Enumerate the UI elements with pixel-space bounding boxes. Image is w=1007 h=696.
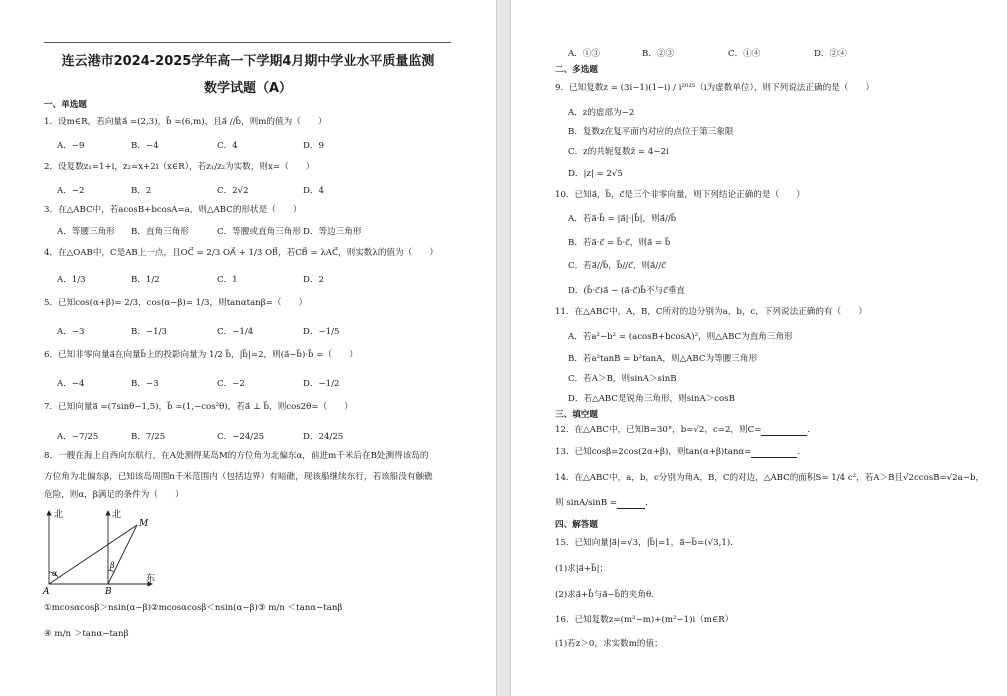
q10-option-a: A．若a⃗·b⃗ = |a⃗|·|b⃗|，则a⃗//b⃗ — [568, 214, 677, 224]
q4-option-d: D．2 — [303, 275, 324, 285]
q11-option-b: B．若a²tanB = b²tanA，则△ABC为等腰三角形 — [568, 354, 758, 364]
q8-option-c: C．①④ — [728, 49, 761, 59]
section-solutions: 四、解答题 — [555, 520, 598, 530]
question-9-stem: 9．已知复数z = (3i−1)(1−i) / i²⁰²⁵（i为虚数单位），则下列说法正确的是（ ） — [555, 83, 875, 93]
q10-option-c: C．若a⃗//b⃗，b⃗//c⃗，则a⃗//c⃗ — [568, 261, 666, 271]
question-8-line-3: 危险，则α，β满足的条件为（ ） — [44, 490, 184, 500]
header-rule — [44, 42, 451, 43]
question-13: 13．已知cosβ=2cos(2α+β)，则tan(α+β)tanα= . — [555, 447, 801, 457]
q11-option-a: A．若a²−b² = (acosB+bcosA)²，则△ABC为直角三角形 — [568, 332, 793, 342]
q5-option-d: D．−1/5 — [303, 327, 340, 337]
question-8-line-2: 方位角为北偏东β，已知该岛周围n千米范围内（包括边界）有暗礁，现该船继续东行，若该船没有触礁 — [44, 472, 433, 482]
section-fill-in: 三、填空题 — [555, 410, 598, 420]
page-gutter — [496, 0, 511, 696]
label-north-a: 北 — [54, 510, 64, 520]
label-point-m: M — [139, 519, 149, 529]
exam-page-right — [511, 0, 1007, 696]
q8-navigation-diagram — [40, 504, 170, 598]
q7-option-b: B．7/25 — [131, 432, 166, 442]
q14-answer-blank[interactable] — [617, 499, 645, 509]
q13-text: 13．已知cosβ=2cos(2α+β)，则tan(α+β)tanα= — [555, 447, 752, 457]
question-4-stem: 4．在△OAB中，C是AB上一点，且OC⃗ = 2/3 OA⃗ + 1/3 OB⃗，若CB⃗ = λAC⃗，则实数λ的值为（ ） — [44, 248, 438, 258]
q2-option-d: D．4 — [303, 186, 324, 196]
q7-option-a: A．−7/25 — [57, 432, 99, 442]
q4-option-b: B．1/2 — [131, 275, 160, 285]
q12-text: 12．在△ABC中，已知B=30°，b=√2，c=2，则C= — [555, 425, 762, 435]
label-alpha: α — [52, 569, 58, 578]
exam-subtitle: 数学试题（A） — [203, 81, 293, 96]
q10-option-b: B．若a⃗·c⃗ = b⃗·c⃗，则a⃗ = b⃗ — [568, 238, 671, 248]
q4-option-c: C．1 — [217, 275, 238, 285]
question-15-part-1: (1)求|a⃗+b⃗|； — [555, 564, 609, 574]
q6-option-c: C．−2 — [217, 379, 245, 389]
section-multiple-choice: 二、多选题 — [555, 65, 598, 75]
q8-option-d: D．②④ — [814, 49, 847, 59]
q8-option-b: B．②③ — [642, 49, 675, 59]
q4-option-a: A．1/3 — [57, 275, 86, 285]
q3-option-a: A．等腰三角形 — [57, 227, 115, 237]
q3-option-c: C．等腰或直角三角形 — [217, 227, 301, 237]
question-12: 12．在△ABC中，已知B=30°，b=√2，c=2，则C= . — [555, 425, 811, 435]
exam-page-left — [0, 0, 496, 696]
q5-option-b: B．−1/3 — [131, 327, 167, 337]
q8-choices-line-2: ④ m/n ＞tanα−tanβ — [44, 629, 129, 639]
question-16-stem: 16．已知复数z=(m²−m)+(m²−1)i（m∈R） — [555, 615, 734, 625]
q9-option-a: A．z的虚部为−2 — [568, 108, 635, 118]
question-14-line-2: 则 sinA/sinB = . — [555, 498, 648, 508]
q1-option-c: C．4 — [217, 141, 238, 151]
question-11-stem: 11．在△ABC中，A，B，C所对的边分别为a，b，c，下列说法正确的有（ ） — [555, 307, 867, 317]
question-7-stem: 7．已知向量a⃗ =(7sinθ−1,5)，b⃗ =(1,−cos²θ)，若a⃗ ⊥ b⃗，则cos2θ=（ ） — [44, 402, 353, 412]
q3-option-d: D．等边三角形 — [303, 227, 362, 237]
q9-option-d: D．|z| = 2√5 — [568, 169, 623, 179]
q2-option-c: C．2√2 — [217, 186, 249, 196]
q9-option-b: B．复数z在复平面内对应的点位于第三象限 — [568, 127, 734, 137]
q1-option-a: A．−9 — [57, 141, 85, 151]
q10-option-d: D．(b⃗·c⃗)a⃗ − (a⃗·c⃗)b⃗不与c⃗垂直 — [568, 286, 686, 296]
q7-option-d: D．24/25 — [303, 432, 344, 442]
q5-option-a: A．−3 — [57, 327, 85, 337]
question-1-stem: 1．设m∈R，若向量a⃗ =(2,3)，b⃗ =(6,m)，且a⃗ //b⃗，则m的值为（ ） — [44, 117, 327, 127]
question-8-line-1: 8．一艘在海上自西向东航行，在A处测得某岛M的方位角为北偏东α，前进m千米后在B处测得该岛的 — [44, 451, 429, 461]
q8-option-a: A．①③ — [568, 49, 600, 59]
question-2-stem: 2．设复数z₁=1+i，z₂=x+2i（x∈R），若z₁/z₂为实数，则x=（ ） — [44, 162, 315, 172]
q1-option-b: B．−4 — [131, 141, 159, 151]
q14-text: 则 sinA/sinB = — [555, 498, 618, 508]
q3-option-b: B．直角三角形 — [131, 227, 189, 237]
label-beta: β — [110, 561, 115, 570]
label-point-b: B — [105, 587, 112, 597]
label-north-b: 北 — [112, 510, 122, 520]
question-6-stem: 6．已知非零向量a⃗在向量b⃗上的投影向量为 1/2 b⃗，|b⃗|=2，则(a⃗−b⃗)·b⃗ =（ ） — [44, 350, 358, 360]
exam-title: 连云港市2024-2025学年高一下学期4月期中学业水平质量监测 — [61, 54, 435, 69]
section-single-choice: 一、单选题 — [44, 100, 87, 110]
segment-bm — [108, 525, 137, 584]
label-east: 东 — [146, 574, 156, 584]
q11-option-d: D．若△ABC是锐角三角形，则sinA＞cosB — [568, 394, 735, 404]
question-3-stem: 3．在△ABC中，若acosB+bcosA=a，则△ABC的形状是（ ） — [44, 205, 302, 215]
q8-choices-line-1: ①mcosαcosβ＞nsin(α−β)②mcosαcosβ＜nsin(α−β)③ m/n ＜tanα−tanβ — [44, 603, 343, 613]
q6-option-d: D．−1/2 — [303, 379, 340, 389]
q12-answer-blank[interactable] — [761, 426, 807, 436]
segment-am — [49, 525, 137, 584]
label-point-a: A — [43, 587, 50, 597]
q1-option-d: D．9 — [303, 141, 324, 151]
question-5-stem: 5．已知cos(α+β)= 2/3，cos(α−β)= 1/3，则tanαtanβ=（ ） — [44, 298, 308, 308]
question-15-part-2: (2)求a⃗+b⃗与a⃗−b⃗的夹角θ. — [555, 590, 654, 600]
question-14-line-1: 14．在△ABC中，a，b，c分别为角A，B，C的对边，△ABC的面积S= 1/4 c²，若A＞B且√2ccosB=√2a−b， — [555, 473, 985, 483]
angle-beta-arc — [108, 570, 114, 572]
q11-option-c: C．若A＞B，则sinA＞sinB — [568, 374, 677, 384]
q9-option-c: C．z的共轭复数z̄ = 4−2i — [568, 147, 669, 157]
question-10-stem: 10．已知a⃗，b⃗，c⃗是三个非零向量，则下列结论正确的是（ ） — [555, 190, 805, 200]
question-15-stem: 15．已知向量|a⃗|=√3，|b⃗|=1，a⃗−b⃗=(√3,1). — [555, 538, 733, 548]
q7-option-c: C．−24/25 — [217, 432, 265, 442]
question-16-part-1: (1)若z＞0，求实数m的值； — [555, 639, 663, 649]
q2-option-a: A．−2 — [57, 186, 85, 196]
q6-option-a: A．−4 — [57, 379, 85, 389]
q6-option-b: B．−3 — [131, 379, 159, 389]
q2-option-b: B．2 — [131, 186, 152, 196]
q13-answer-blank[interactable] — [751, 448, 797, 458]
q5-option-c: C．−1/4 — [217, 327, 254, 337]
